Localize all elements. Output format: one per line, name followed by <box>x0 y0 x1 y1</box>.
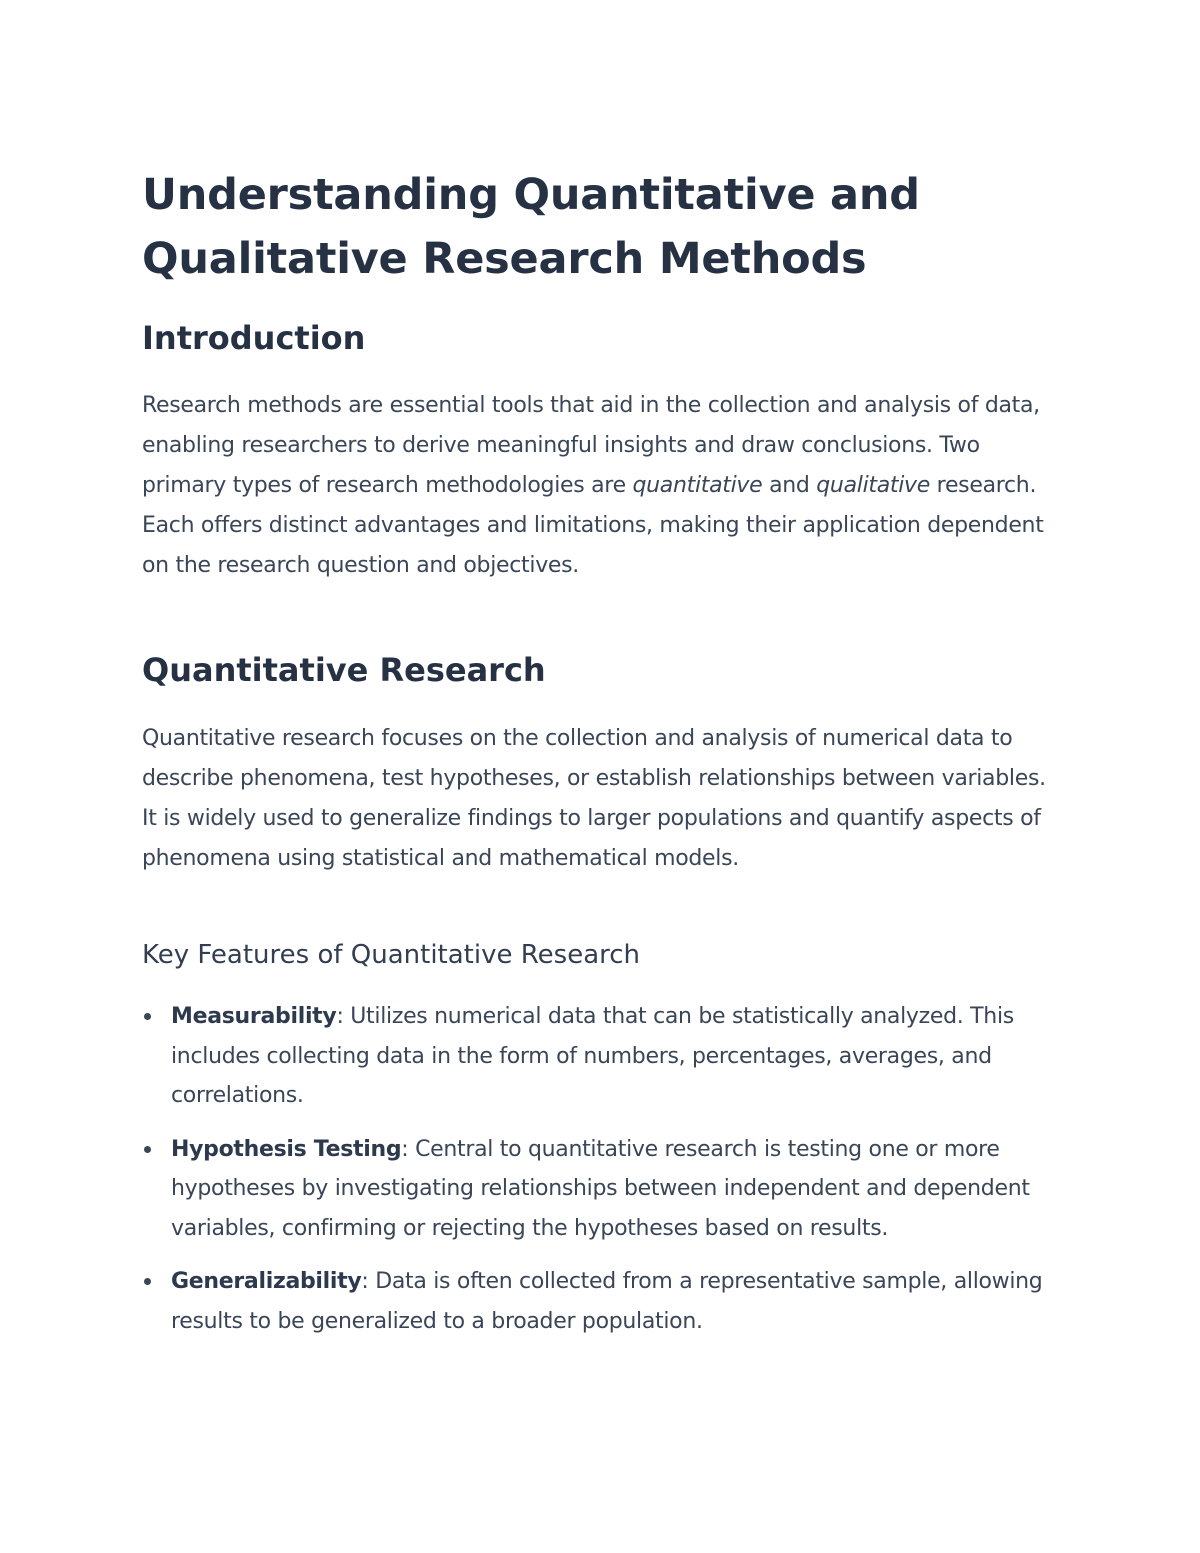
feature-term: Generalizability <box>171 1269 362 1294</box>
quantitative-research-paragraph: Quantitative research focuses on the collection and analysis of numerical data to describe phenomena, test hypotheses, or establish relationships between variables. It is widely used to generalize findings to larger populations and quantify aspects of phenomena using statistical and mathematical models. <box>142 726 1046 871</box>
bullet-icon <box>144 1146 151 1153</box>
feature-term: Measurability <box>171 1004 337 1029</box>
list-item <box>142 1262 1062 1341</box>
list-item <box>142 1130 1062 1249</box>
intro-text-part-1: Research methods are essential tools that aid in the collection and analysis of data, enabling researchers to derive meaningful insights and draw conclusions. Two primary types of research methodologies are <box>142 393 1040 498</box>
intro-italic-quantitative: quantitative <box>632 473 763 498</box>
feature-term: Hypothesis Testing <box>171 1136 402 1162</box>
intro-text-part-2: and <box>762 473 817 498</box>
introduction-heading: Introduction <box>142 319 366 357</box>
document-title: Understanding Quantitative and Qualitative Research Methods <box>142 170 920 284</box>
feature-description: : Utilizes numerical data that can be statistically analyzed. This includes collecting data in the form of numbers, percentages, averages, and correlations. <box>171 1004 1014 1108</box>
intro-italic-qualitative: qualitative <box>816 473 930 498</box>
bullet-icon <box>144 1278 151 1285</box>
feature-description: : Data is often collected from a representative sample, allowing results to be generalized to a broader population. <box>171 1269 1043 1334</box>
feature-description: : Central to quantitative research is testing one or more hypotheses by investigating relationships between independent and dependent variables, confirming or rejecting the hypotheses based on results. <box>171 1136 1030 1241</box>
key-features-heading: Key Features of Quantitative Research <box>142 940 641 970</box>
introduction-paragraph <box>142 386 1057 586</box>
bullet-icon <box>144 1013 151 1020</box>
key-features-list <box>142 997 1062 1355</box>
intro-text-part-3: research. Each offers distinct advantages and limitations, making their application dependent on the research question and objectives. <box>142 473 1044 578</box>
quantitative-research-heading: Quantitative Research <box>142 651 546 689</box>
list-item <box>142 997 1062 1116</box>
